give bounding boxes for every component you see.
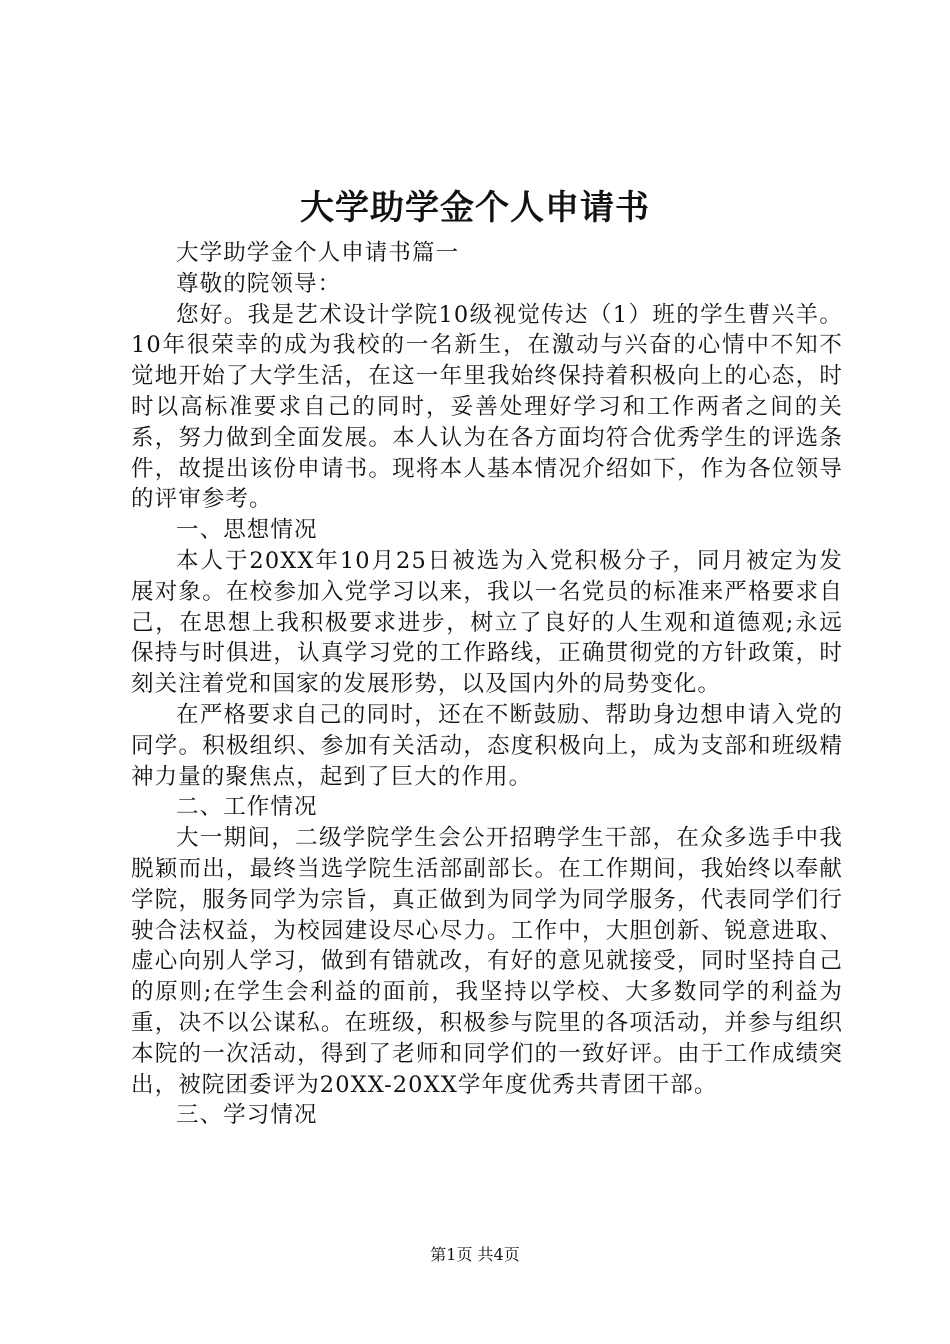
work-paragraph: 大一期间，二级学院学生会公开招聘学生干部，在众多选手中我脱颖而出，最终当选学院生活部副部长。在工作期间，我始终以奉献学院，服务同学为宗旨，真正做到为同学为同学服务，代表同学们行驶合法权益，为校园建设尽心尽力。工作中，大胆创新、锐意进取、虚心向别人学习，做到有错就改，有好的意见就接受，同时坚持自己的原则;在学生会利益的面前，我坚持以学校、大多数同学的利益为重，决不以公谋私。在班级，积极参与院里的各项活动，并参与组织本院的一次活动，得到了老师和同学们的一致好评。由于工作成绩突出，被院团委评为20XX-20XX学年度优秀共青团干部。	[131, 825, 843, 1098]
ideology-paragraph-2: 在严格要求自己的同时，还在不断鼓励、帮助身边想申请入党的同学。积极组织、参加有关活动，态度积极向上，成为支部和班级精神力量的聚焦点，起到了巨大的作用。	[131, 701, 843, 790]
document-title: 大学助学金个人申请书	[300, 188, 650, 228]
salutation: 尊敬的院领导：	[176, 270, 342, 297]
section-heading: 大学助学金个人申请书篇一	[176, 240, 460, 266]
page-number: 第1页 共4页	[430, 1245, 520, 1264]
heading-ideology: 一、思想情况	[176, 517, 318, 544]
ideology-paragraph: 本人于20XX年10月25日被选为入党积极分子，同月被定为发展对象。在校参加入党学习以来，我以一名党员的标准来严格要求自己，在思想上我积极要求进步，树立了良好的人生观和道德观;永远保持与时俱进，认真学习党的工作路线，正确贯彻党的方针政策，时刻关注着党和国家的发展形势，以及国内外的局势变化。	[131, 547, 843, 698]
heading-work: 二、工作情况	[176, 794, 318, 821]
document-body	[131, 238, 843, 1131]
intro-paragraph: 您好。我是艺术设计学院10级视觉传达（1）班的学生曹兴羊。10年很荣幸的成为我校的一名新生，在激动与兴奋的心情中不知不觉地开始了大学生活，在这一年里我始终保持着积极向上的心态，时时以高标准要求自己的同时，妥善处理好学习和工作两者之间的关系，努力做到全面发展。本人认为在各方面均符合优秀学生的评选条件，故提出该份申请书。现将本人基本情况介绍如下，作为各位领导的评审参考。	[131, 301, 843, 513]
heading-study: 三、学习情况	[176, 1102, 318, 1129]
